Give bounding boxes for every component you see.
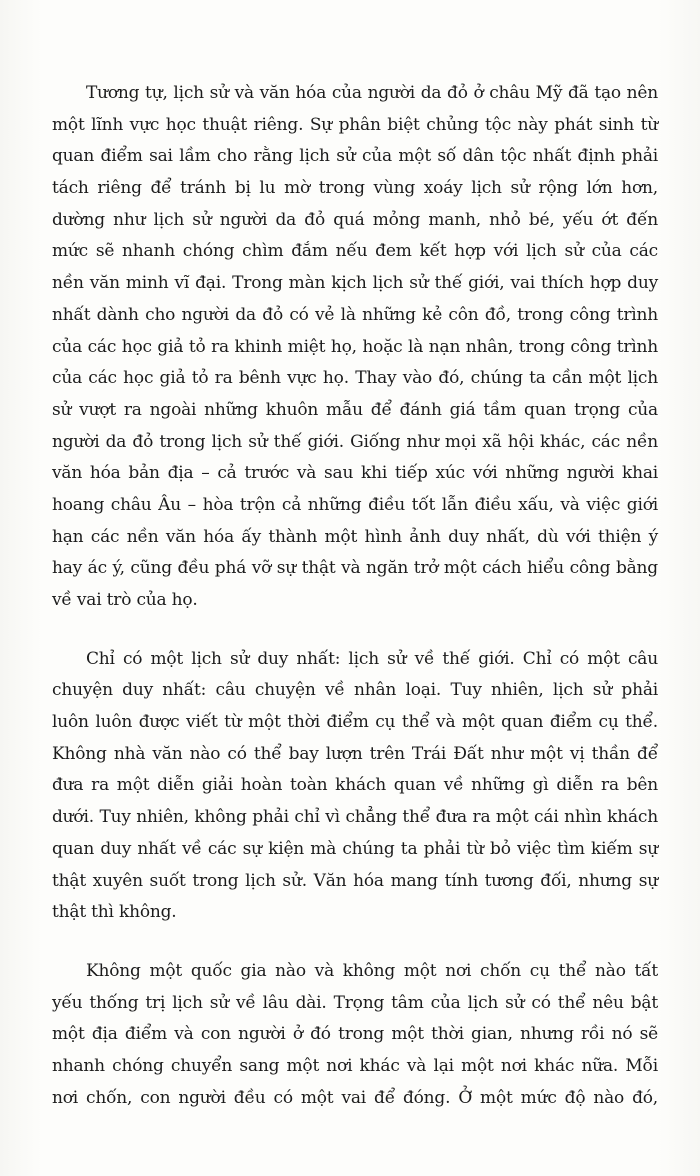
paragraph-1 xyxy=(52,78,658,617)
text-line: luôn luôn được viết từ một thời điểm cụ thể và một quan điểm cụ thể. xyxy=(52,712,658,733)
text-line: Tương tự, lịch sử và văn hóa của người da đỏ ở châu Mỹ đã tạo nên xyxy=(86,83,658,103)
text-line: của các học giả tỏ ra bênh vực họ. Thay vào đó, chúng ta cần một lịch xyxy=(52,368,658,389)
text-line: hoang châu Âu – hòa trộn cả những điều tốt lẫn điều xấu, và việc giới xyxy=(52,494,658,515)
text-line: dưới. Tuy nhiên, không phải chỉ vì chẳng thể đưa ra một cái nhìn khách xyxy=(52,807,658,828)
text-line: về vai trò của họ. xyxy=(52,590,198,610)
text-line: nơi chốn, con người đều có một vai để đóng. Ở một mức độ nào đó, xyxy=(52,1087,658,1108)
text-line: nhất dành cho người da đỏ có vẻ là những kẻ côn đồ, trong công trình xyxy=(52,304,658,325)
text-line: mức sẽ nhanh chóng chìm đắm nếu đem kết hợp với lịch sử của các xyxy=(52,241,658,262)
text-line: sử vượt ra ngoài những khuôn mẫu để đánh giá tầm quan trọng của xyxy=(52,399,658,420)
text-line: thật thì không. xyxy=(52,902,177,923)
text-line: người da đỏ trong lịch sử thế giới. Giống như mọi xã hội khác, các nền xyxy=(52,431,658,452)
text-line: đưa ra một diễn giải hoàn toàn khách quan về những gì diễn ra bên xyxy=(52,775,658,796)
text-line: của các học giả tỏ ra khinh miệt họ, hoặc là nạn nhân, trong công trình xyxy=(52,336,658,357)
text-line: dường như lịch sử người da đỏ quá mỏng manh, nhỏ bé, yếu ớt đến xyxy=(52,209,658,230)
paragraph-2 xyxy=(52,644,658,929)
text-line: quan duy nhất về các sự kiện mà chúng ta phải từ bỏ việc tìm kiếm sự xyxy=(52,838,658,859)
text-line: tách riêng để tránh bị lu mờ trong vùng xoáy lịch sử rộng lớn hơn, xyxy=(52,178,658,199)
text-line: Không nhà văn nào có thể bay lượn trên Trái Đất như một vị thần để xyxy=(52,743,658,764)
text-line: văn hóa bản địa – cả trước và sau khi tiếp xúc với những người khai xyxy=(52,463,658,484)
text-line: hay ác ý, cũng đều phá vỡ sự thật và ngăn trở một cách hiểu công bằng xyxy=(52,558,658,579)
text-line: nền văn minh vĩ đại. Trong màn kịch lịch sử thế giới, vai thích hợp duy xyxy=(52,273,658,294)
text-line: hạn các nền văn hóa ấy thành một hình ảnh duy nhất, dù với thiện ý xyxy=(52,526,658,547)
paragraph-3 xyxy=(52,956,658,1114)
text-line: nhanh chóng chuyển sang một nơi khác và lại một nơi khác nữa. Mỗi xyxy=(52,1055,658,1076)
text-line: quan điểm sai lầm cho rằng lịch sử của một số dân tộc nhất định phải xyxy=(52,146,658,167)
text-line: yếu thống trị lịch sử về lâu dài. Trọng tâm của lịch sử có thể nêu bật xyxy=(52,992,658,1013)
text-line: Chỉ có một lịch sử duy nhất: lịch sử về thế giới. Chỉ có một câu xyxy=(86,648,658,669)
text-line: một địa điểm và con người ở đó trong một thời gian, nhưng rồi nó sẽ xyxy=(52,1024,658,1045)
text-line: chuyện duy nhất: câu chuyện về nhân loại. Tuy nhiên, lịch sử phải xyxy=(52,680,658,701)
text-line: thật xuyên suốt trong lịch sử. Văn hóa mang tính tương đối, nhưng sự xyxy=(52,870,658,891)
text-line: Không một quốc gia nào và không một nơi chốn cụ thể nào tất xyxy=(86,960,658,981)
text-line: một lĩnh vực học thuật riêng. Sự phân biệt chủng tộc này phát sinh từ xyxy=(52,114,658,135)
